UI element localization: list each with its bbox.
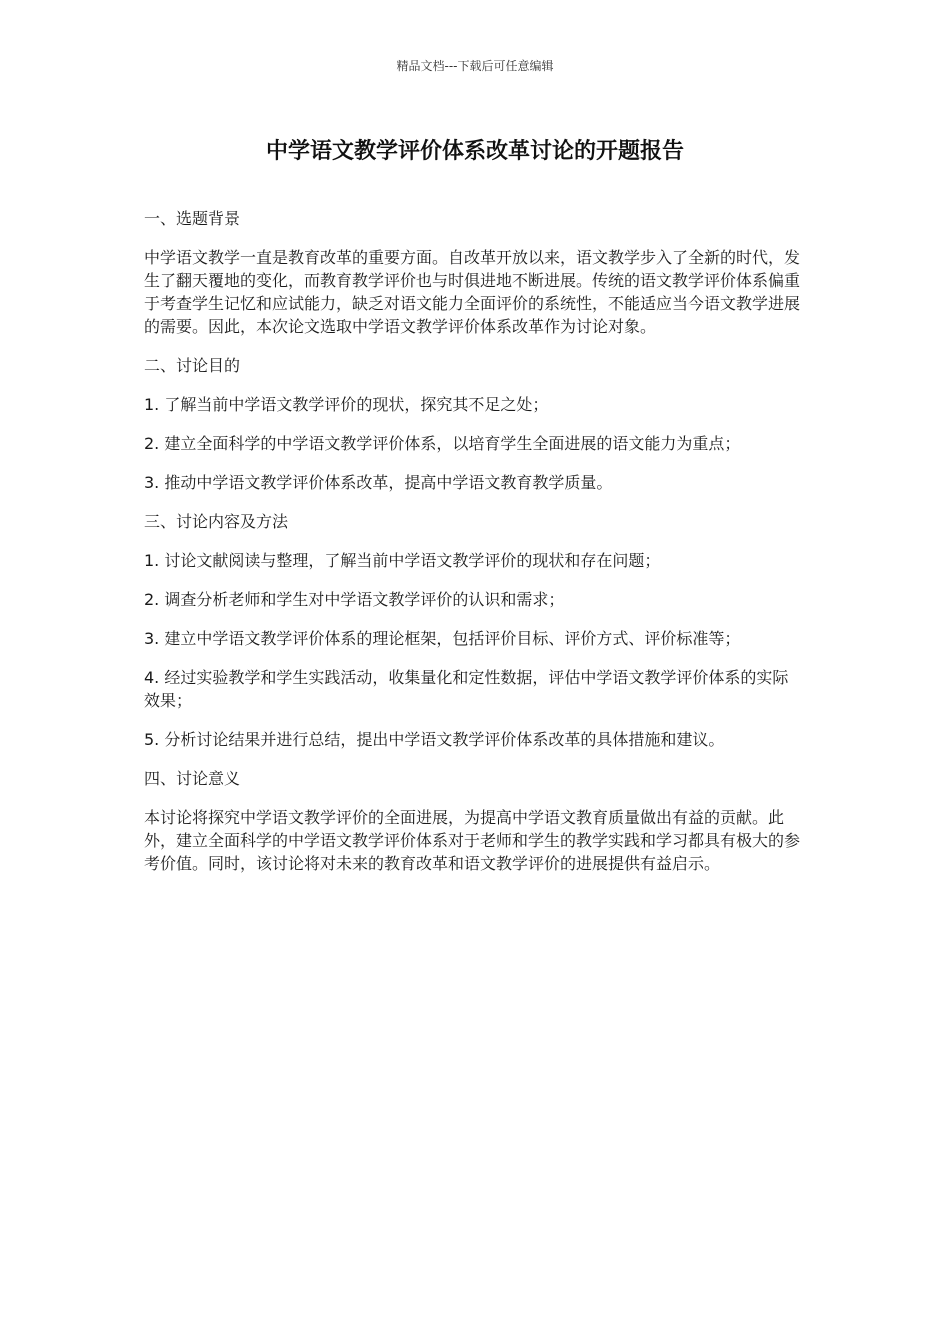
list-item: 3. 建立中学语文教学评价体系的理论框架，包括评价目标、评价方式、评价标准等；: [144, 629, 741, 648]
list-item: 2. 调查分析老师和学生对中学语文教学评价的认识和需求；: [144, 590, 565, 609]
section-heading-purpose: 二、讨论目的: [144, 356, 241, 375]
section-heading-significance: 四、讨论意义: [144, 769, 241, 788]
list-item: 4. 经过实验教学和学生实践活动，收集量化和定性数据，评估中学语文教学评价体系的实际效果；: [144, 668, 789, 710]
document-title: 中学语文教学评价体系改革讨论的开题报告: [265, 139, 684, 164]
list-item: 5. 分析讨论结果并进行总结，提出中学语文教学评价体系改革的具体措施和建议。: [144, 730, 725, 749]
list-item: 3. 推动中学语文教学评价体系改革，提高中学语文教育教学质量。: [144, 473, 613, 492]
list-item: 2. 建立全面科学的中学语文教学评价体系，以培育学生全面进展的语文能力为重点；: [144, 434, 741, 453]
section-heading-background: 一、选题背景: [144, 209, 241, 228]
list-item: 1. 了解当前中学语文教学评价的现状，探究其不足之处；: [144, 395, 549, 414]
page-header: 精品文档---下载后可任意编辑: [396, 59, 554, 73]
list-item: 1. 讨论文献阅读与整理，了解当前中学语文教学评价的现状和存在问题；: [144, 551, 661, 570]
document-body: [144, 207, 804, 891]
section-paragraph-significance: 本讨论将探究中学语文教学评价的全面进展，为提高中学语文教育质量做出有益的贡献。此外，建立全面科学的中学语文教学评价体系对于老师和学生的教学实践和学习都具有极大的参考价值。同时，该讨论将对未来的教育改革和语文教学评价的进展提供有益启示。: [144, 808, 801, 873]
section-paragraph-background: 中学语文教学一直是教育改革的重要方面。自改革开放以来，语文教学步入了全新的时代，发生了翻天覆地的变化，而教育教学评价也与时俱进地不断进展。传统的语文教学评价体系偏重于考查学生记忆和应试能力，缺乏对语文能力全面评价的系统性，不能适应当今语文教学进展的需要。因此，本次论文选取中学语文教学评价体系改革作为讨论对象。: [144, 248, 801, 336]
section-heading-content-methods: 三、讨论内容及方法: [144, 512, 289, 531]
